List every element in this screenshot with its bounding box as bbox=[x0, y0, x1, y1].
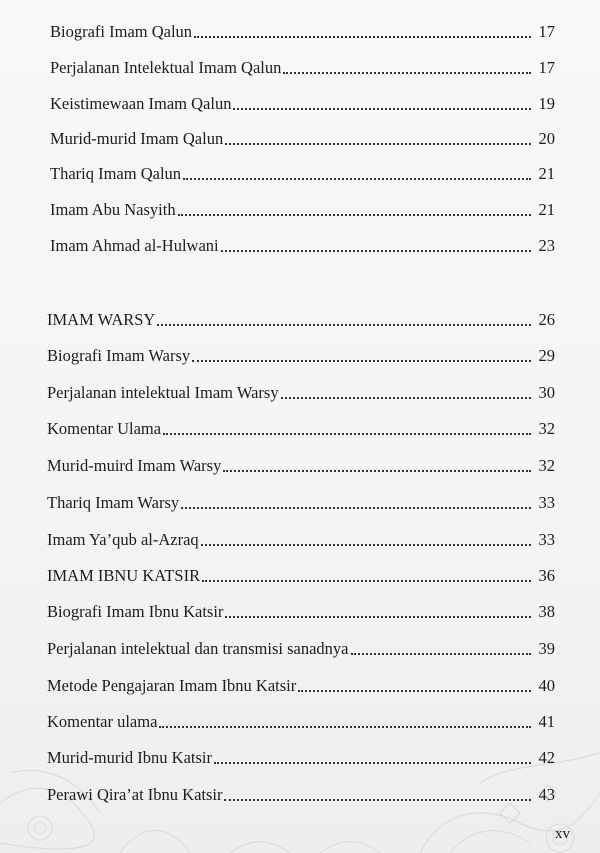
dot-leader bbox=[221, 250, 531, 252]
dot-leader bbox=[157, 324, 531, 326]
dot-leader bbox=[181, 507, 531, 509]
toc-entry-page: 23 bbox=[538, 236, 555, 255]
dot-leader bbox=[202, 580, 531, 582]
toc-entry-page: 21 bbox=[538, 200, 555, 219]
toc-entry-page: 32 bbox=[538, 419, 555, 438]
toc-entry-page: 43 bbox=[538, 785, 555, 804]
toc-entry-page: 32 bbox=[538, 456, 555, 475]
toc-entry-title: Biografi Imam Warsy bbox=[47, 346, 191, 365]
dot-leader bbox=[192, 360, 531, 362]
toc-entry[interactable] bbox=[50, 196, 555, 220]
toc-entry-title: IMAM WARSY bbox=[47, 310, 156, 329]
toc-entry-page: 40 bbox=[538, 676, 555, 695]
dot-leader bbox=[183, 178, 531, 180]
toc-entry-title: Imam Ahmad al-Hulwani bbox=[50, 236, 219, 255]
toc-entry-title: Imam Abu Nasyith bbox=[50, 200, 176, 219]
toc-entry-title: Biografi Imam Ibnu Katsir bbox=[47, 602, 224, 621]
dot-leader bbox=[223, 470, 531, 472]
toc-entry[interactable] bbox=[47, 708, 555, 732]
toc-entry-page: 19 bbox=[538, 94, 555, 113]
toc-entry-page: 39 bbox=[538, 639, 555, 658]
toc-entry[interactable] bbox=[50, 125, 555, 149]
dot-leader bbox=[298, 690, 531, 692]
toc-entry[interactable] bbox=[50, 160, 555, 184]
toc-entry-title: Perjalanan intelektual Imam Warsy bbox=[47, 383, 279, 402]
toc-entry[interactable] bbox=[50, 90, 555, 114]
toc-entry-title: Murid-murid Ibnu Katsir bbox=[47, 748, 212, 767]
toc-entry-title: Thariq Imam Warsy bbox=[47, 493, 180, 512]
dot-leader bbox=[225, 143, 531, 145]
toc-entry-title: IMAM IBNU KATSIR bbox=[47, 566, 201, 585]
toc-entry-page: 41 bbox=[538, 712, 555, 731]
toc-entry[interactable] bbox=[47, 598, 555, 622]
toc-entry[interactable] bbox=[47, 342, 555, 366]
toc-entry[interactable] bbox=[50, 232, 555, 256]
dot-leader bbox=[159, 726, 531, 728]
dot-leader bbox=[178, 214, 531, 216]
toc-entry-page: 42 bbox=[538, 748, 555, 767]
toc-section-heading[interactable] bbox=[47, 306, 555, 330]
toc-entry-page: 33 bbox=[538, 493, 555, 512]
toc-entry-title: Murid-muird Imam Warsy bbox=[47, 456, 222, 475]
toc-entry[interactable] bbox=[50, 54, 555, 78]
toc-entry-title: Metode Pengajaran Imam Ibnu Katsir bbox=[47, 676, 297, 695]
toc-entry[interactable] bbox=[47, 672, 555, 696]
dot-leader bbox=[283, 72, 531, 74]
toc-entry-page: 33 bbox=[538, 530, 555, 549]
toc-entry[interactable] bbox=[47, 781, 555, 805]
dot-leader bbox=[194, 36, 531, 38]
dot-leader bbox=[224, 799, 531, 801]
toc-entry[interactable] bbox=[47, 452, 555, 476]
toc-entry[interactable] bbox=[47, 415, 555, 439]
toc-entry-page: 20 bbox=[538, 129, 555, 148]
toc-entry[interactable] bbox=[47, 635, 555, 659]
toc-entry-page: 17 bbox=[538, 58, 555, 77]
dot-leader bbox=[351, 653, 532, 655]
toc-entry-title: Thariq Imam Qalun bbox=[50, 164, 182, 183]
toc-entry-page: 38 bbox=[538, 602, 555, 621]
toc-entry-title: Perawi Qira’at Ibnu Katsir bbox=[47, 785, 223, 804]
dot-leader bbox=[201, 544, 531, 546]
toc-section-heading[interactable] bbox=[47, 562, 555, 586]
toc-entry-title: Imam Ya’qub al-Azraq bbox=[47, 530, 199, 549]
toc-entry-title: Murid-murid Imam Qalun bbox=[50, 129, 224, 148]
page-number: xv bbox=[555, 826, 570, 842]
toc-entry-page: 30 bbox=[538, 383, 555, 402]
toc-entry[interactable] bbox=[50, 18, 555, 42]
dot-leader bbox=[214, 762, 531, 764]
toc-entry-title: Keistimewaan Imam Qalun bbox=[50, 94, 232, 113]
toc-entry-page: 17 bbox=[538, 22, 555, 41]
toc-entry[interactable] bbox=[47, 526, 555, 550]
toc-entry[interactable] bbox=[47, 744, 555, 768]
toc-entry-title: Perjalanan Intelektual Imam Qalun bbox=[50, 58, 282, 77]
toc-entry-title: Perjalanan intelektual dan transmisi sanadnya bbox=[47, 639, 349, 658]
toc-entry-title: Komentar ulama bbox=[47, 712, 158, 731]
toc-entry-title: Biografi Imam Qalun bbox=[50, 22, 193, 41]
toc-entry-page: 26 bbox=[538, 310, 555, 329]
toc-entry-title: Komentar Ulama bbox=[47, 419, 162, 438]
dot-leader bbox=[225, 616, 531, 618]
toc-entry-page: 36 bbox=[538, 566, 555, 585]
dot-leader bbox=[281, 397, 531, 399]
toc-entry-page: 29 bbox=[538, 346, 555, 365]
toc-entry[interactable] bbox=[47, 489, 555, 513]
toc-entry[interactable] bbox=[47, 379, 555, 403]
toc-entry-page: 21 bbox=[538, 164, 555, 183]
dot-leader bbox=[233, 108, 531, 110]
dot-leader bbox=[163, 433, 531, 435]
